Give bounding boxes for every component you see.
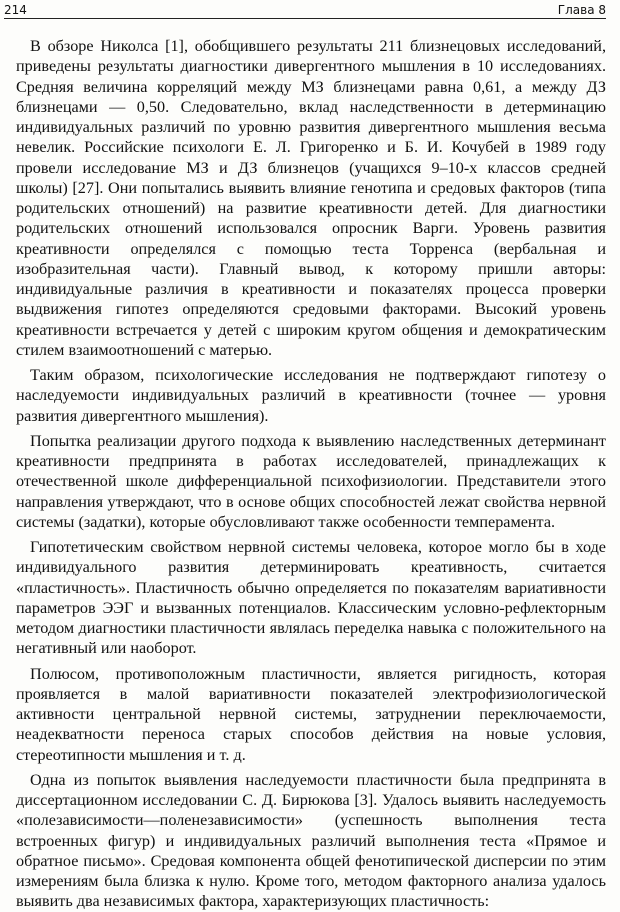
- chapter-title: Глава 8: [557, 3, 606, 17]
- paragraph: Таким образом, психологические исследования не подтверждают гипотезу о наследуемости индивидуальных различий в креативности (точнее — уровня развития дивергентного мышления).: [16, 366, 606, 425]
- page-body: [16, 36, 606, 912]
- page-number: 214: [4, 3, 27, 17]
- running-header: [4, 0, 606, 19]
- paragraph: Полюсом, противоположным пластичности, является ригидность, которая проявляется в малой вариативности показателей электрофизиологической активности центральной нервной системы, затруднении переключаемости, неадекватности переноса старых способов действия на новые условия, стереотипности мышления и т. д.: [16, 664, 606, 764]
- paragraph: Попытка реализации другого подхода к выявлению наследственных детерминант креативности предпринята в работах исследователей, принадлежащих к отечественной школе дифференциальной психофизиологии. Представители этого направления утверждают, что в основе общих способностей лежат свойства нервной системы (задатки), которые обусловливают также особенности темперамента.: [16, 431, 606, 531]
- paragraph: В обзоре Николса [1], обобщившего результаты 211 близнецовых исследований, приведены результаты диагностики дивергентного мышления в 10 исследованиях. Средняя величина корреляций между МЗ близнецами равна 0,61, а между ДЗ близнецами — 0,50. Следовательно, вклад наследственности в детерминацию индивидуальных различий по уровню развития дивергентного мышления весьма невелик. Российские психологи Е. Л. Григоренко и Б. И. Кочубей в 1989 году провели исследование МЗ и ДЗ близнецов (учащихся 9–10-х классов средней школы) [27]. Они попытались выявить влияние генотипа и средовых факторов (типа родительских отношений) на развитие креативности детей. Для диагностики родительских отношений использовался опросник Варги. Уровень развития креативности определялся с помощью теста Торренса (вербальная и изобразительная части). Главный вывод, к которому пришли авторы: индивидуальные различия в креативности и показателях процесса проверки выдвижения гипотез определяются средовыми факторами. Высокий уровень креативности встречается у детей с широким кругом общения и демократическим стилем взаимоотношений с матерью.: [16, 37, 606, 359]
- paragraph: Гипотетическим свойством нервной системы человека, которое могло бы в ходе индивидуального развития детерминировать креативность, считается «пластичность». Пластичность обычно определяется по показателям вариативности параметров ЭЭГ и вызванных потенциалов. Классическим условно-рефлекторным методом диагностики пластичности являлась переделка навыка с положительного на негативный или наоборот.: [16, 538, 606, 658]
- paragraph: Одна из попыток выявления наследуемости пластичности была предпринята в диссертационном исследовании С. Д. Бирюкова [3]. Удалось выявить наследуемость «полезависимости—поленезависимости» (успешность выполнения теста встроенных фигур) и индивидуальных различий выполнения теста «Прямое и обратное письмо». Средовая компонента общей фенотипической дисперсии по этим измерениям была близка к нулю. Кроме того, методом факторного анализа удалось выявить два независимых фактора, характеризующих пластичность:: [16, 770, 606, 911]
